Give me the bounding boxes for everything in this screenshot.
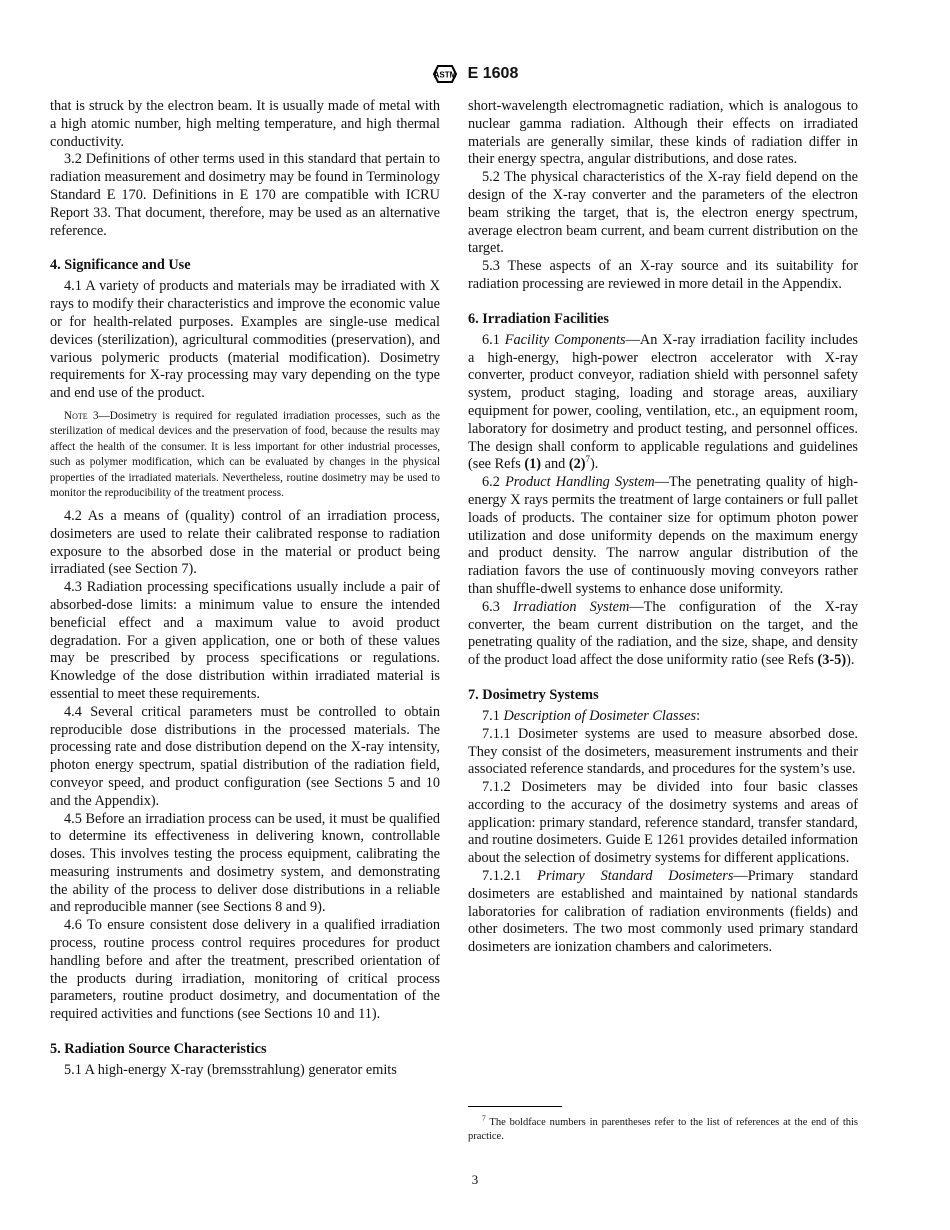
- paragraph-7-1: [468, 708, 858, 726]
- footnote-text: The boldface numbers in parentheses refer to the list of references at the end of this practice.: [468, 1117, 858, 1142]
- paragraph-4-1: 4.1 A variety of products and materials may be irradiated with X rays to modify their characteristics and improve the economic value or for health-related purposes. Examples are single-use medical devices (sterilization), agricultural commodities (preservation), and various polymeric products (material modification). Dosimetry requirements for X-ray processing may vary depending on the type and end use of the product.: [50, 278, 440, 402]
- note-3-text: —Dosimetry is required for regulated irradiation processes, such as the sterilization of medical devices and the preservation of food, because the results may affect the health of the consumer. It is less important for other industrial processes, such as polymer modification, which can be evaluated by changes in the physical properties of the irradiated materials. Nevertheless, routine dosimetry may be used to monitor the reproducibility of the treatment process.: [50, 409, 440, 500]
- section-4-heading: 4. Significance and Use: [50, 257, 191, 274]
- paragraph-title: Irradiation System: [512, 598, 630, 615]
- paragraph-4-4: 4.4 Several critical parameters must be controlled to obtain reproducible dose distributions in the processed materials. The processing rate and dose distribution depend on the X-ray intensity, photon energy spectrum, spatial distribution of the radiation field, conveyor speed, and product configuration (see Sections 5 and 10 and the Appendix).: [50, 703, 440, 809]
- paragraph-title: Product Handling System: [505, 474, 655, 491]
- footnote-divider: [468, 1106, 562, 1107]
- paragraph-3-2: 3.2 Definitions of other terms used in this standard that pertain to radiation measurement and dosimetry may be found in Terminology Standard E 170. Definitions in E 170 are compatible with ICRU Report 33. That document, therefore, may be used as an alternative reference.: [50, 151, 440, 239]
- section-7-heading: 7. Dosimetry Systems: [468, 686, 599, 703]
- paragraph-5-1-continued: short-wavelength electromagnetic radiation, which is analogous to nuclear gamma radiation. Although their effects on irradiated materials are generally similar, these kinds of radiation differ in their energy spectra, angular distributions, and dose rates.: [468, 98, 858, 168]
- paragraph-6-1: [468, 332, 858, 474]
- paragraph-end: :: [696, 707, 701, 724]
- paragraph-number: 6.2: [482, 474, 506, 491]
- paragraph-7-1-2-1: [468, 868, 858, 957]
- paragraph-title: Description of Dosimeter Classes: [503, 707, 697, 724]
- paragraph-text: —The configuration of the X-ray converter, the beam current distribution on the target, and the penetrating quality of the radiation, and the size, shape, and density of the product load affect the dose uniformity ratio (see Refs: [468, 598, 859, 669]
- standard-designation: E 1608: [467, 65, 519, 82]
- reference-3-5: (3-5): [817, 652, 847, 669]
- paragraph-5-3: 5.3 These aspects of an X-ray source and its suitability for radiation processing are reviewed in more detail in the Appendix.: [468, 258, 858, 292]
- paragraph-4-6: 4.6 To ensure consistent dose delivery in a qualified irradiation process, routine process control requires procedures for product handling before and after the treatment, prescribed orientation of the products during irradiation, monitoring of critical process parameters, routine product dosimetry, and documentation of the required activities and functions (see Sections 10 and 11).: [50, 917, 440, 1023]
- paragraph-end: ).: [590, 456, 599, 473]
- paragraph-number: 6.1: [482, 331, 505, 348]
- paragraph-number: 6.3: [482, 598, 513, 615]
- paragraph-4-3: 4.3 Radiation processing specifications usually include a pair of absorbed-dose limits: a minimum value to ensure the intended beneficial effect and a maximum value to avoid product degradation. For a given application, one or both of these values may be prescribed by process specifications or regulations. Knowledge of the dose distribution within irradiated material is essential to meet these requirements.: [50, 579, 440, 702]
- paragraph-number: 7.1: [482, 707, 504, 724]
- paragraph-7-1-2: 7.1.2 Dosimeters may be divided into four basic classes according to the accuracy of the dosimetry systems and areas of application: primary standard, reference standard, transfer standard, and routine dosimeters. Guide E 1261 provides detailed information about the selection of dosimetry systems for different applications.: [468, 779, 858, 867]
- paragraph-4-5: 4.5 Before an irradiation process can be used, it must be qualified to determine its effectiveness in delivering known, controllable doses. This involves testing the process equipment, calibrating the measuring instruments and dosimetry system, and demonstrating the ability of the process to deliver dose distributions in a reliable and reproducible manner (see Sections 8 and 9).: [50, 810, 440, 916]
- paragraph-number: 7.1.2.1: [482, 868, 538, 885]
- svg-text:ASTM: ASTM: [433, 70, 456, 80]
- paragraph-title: Primary Standard Dosimeters: [537, 868, 734, 885]
- paragraph-text: —An X-ray irradiation facility includes a high-energy, high-power electron accelerator with X-ray converter, product conveyor, radiation shield with personnel safety system, product staging, loading and storage areas, auxiliary equipment for power, cooling, ventilation, etc., an equipment room, laboratory for dosimetry and product testing, and personnel offices. The design shall conform to applicable regulations and guidelines (see Refs: [468, 331, 858, 473]
- note-3: [50, 409, 440, 502]
- paragraph-4-2: 4.2 As a means of (quality) control of an irradiation process, dosimeters are used to relate their calibrated response to radiation exposure to the absorbed dose in the material or product being irradiated (see Section 7).: [50, 507, 440, 578]
- paragraph-5-1: 5.1 A high-energy X-ray (bremsstrahlung) generator emits: [64, 1062, 397, 1079]
- paragraph-end: ).: [846, 652, 855, 669]
- page-number: 3: [471, 1172, 479, 1187]
- paragraph-7-1-1: 7.1.1 Dosimeter systems are used to measure absorbed dose. They consist of the dosimeters, measurement instruments and their associated reference standards, and procedures for the system’s use.: [468, 725, 858, 778]
- connector-text: and: [541, 456, 569, 473]
- paragraph-5-2: 5.2 The physical characteristics of the X-ray field depend on the design of the X-ray converter and the parameters of the electron beam striking the target, that is, the electron energy spectrum, average electron beam current, and beam current distribution on the target.: [468, 169, 858, 257]
- footnote-7: [468, 1113, 858, 1144]
- paragraph-6-2: [468, 474, 858, 599]
- paragraph-title: Facility Components: [504, 331, 626, 348]
- paragraph-intro: that is struck by the electron beam. It is usually made of metal with a high atomic number, high melting temperature, and high thermal conductivity.: [50, 98, 440, 150]
- reference-1: (1): [524, 456, 542, 473]
- paragraph-text: —The penetrating quality of high-energy X rays permits the treatment of large containers or full pallet loads of products. The container size for optimum photon power utilization and dose uniformity depends on the maximum energy and product density. The narrow angular distribution of the radiation favors the use of continuously moving conveyors rather than shuffle-dwell systems to enhance dose uniformity.: [468, 474, 859, 597]
- paragraph-text: —Primary standard dosimeters are established and maintained by national standards laboratories for calibration of radiation environments (fields) and other dosimeters. The two most commonly used primary standard dosimeters are ionization chambers and calorimeters.: [468, 868, 858, 956]
- section-6-heading: 6. Irradiation Facilities: [468, 310, 609, 327]
- section-5-heading: 5. Radiation Source Characteristics: [50, 1041, 267, 1058]
- paragraph-6-3: [468, 599, 858, 670]
- right-column: [468, 98, 858, 957]
- footnote-number: 7: [482, 1113, 486, 1123]
- note-3-label: Note 3: [64, 409, 99, 422]
- footnote-marker: 7: [585, 454, 591, 465]
- reference-2: (2): [568, 456, 586, 473]
- astm-logo-icon: [432, 64, 458, 84]
- left-column: [50, 98, 440, 1080]
- page-header: [0, 64, 950, 84]
